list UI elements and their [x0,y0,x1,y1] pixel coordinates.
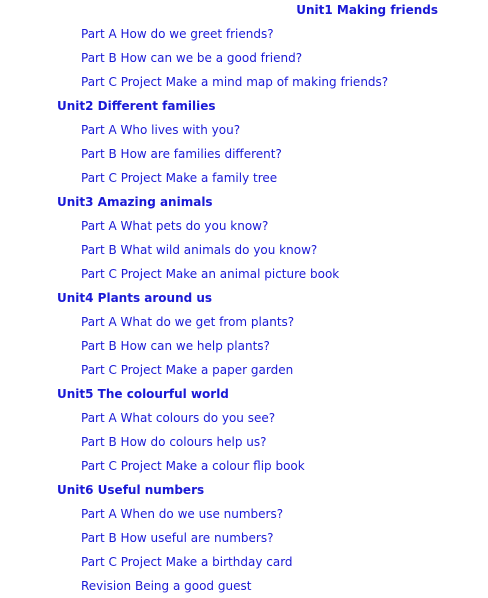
toc-unit-3[interactable]: Unit3 Amazing animals [57,195,213,209]
toc-unit-6-part-b[interactable]: Part B How useful are numbers? [81,531,274,545]
toc-unit-5-part-b[interactable]: Part B How do colours help us? [81,435,267,449]
toc-unit-5-part-a[interactable]: Part A What colours do you see? [81,411,276,425]
toc-unit-1-part-c[interactable]: Part C Project Make a mind map of making friends? [81,75,389,89]
toc-unit-3-part-b[interactable]: Part B What wild animals do you know? [81,243,318,257]
toc-unit-5[interactable]: Unit5 The colourful world [57,387,229,401]
toc-unit-2-part-b[interactable]: Part B How are families different? [81,147,282,161]
toc-revision[interactable]: Revision Being a good guest [81,579,252,593]
toc-unit-2-part-a[interactable]: Part A Who lives with you? [81,123,241,137]
toc-unit-6-part-a[interactable]: Part A When do we use numbers? [81,507,284,521]
toc-unit-3-part-a[interactable]: Part A What pets do you know? [81,219,269,233]
toc-unit-4-part-a[interactable]: Part A What do we get from plants? [81,315,295,329]
toc-unit-6-part-c[interactable]: Part C Project Make a birthday card [81,555,293,569]
toc-unit-6[interactable]: Unit6 Useful numbers [57,483,205,497]
toc-unit-4[interactable]: Unit4 Plants around us [57,291,213,305]
toc-unit-3-part-c[interactable]: Part C Project Make an animal picture book [81,267,340,281]
toc-unit-4-part-c[interactable]: Part C Project Make a paper garden [81,363,294,377]
toc-unit-2[interactable]: Unit2 Different families [57,99,216,113]
toc-unit-1-part-a[interactable]: Part A How do we greet friends? [81,27,274,41]
toc-unit-1[interactable]: Unit1 Making friends [296,3,438,17]
toc-unit-4-part-b[interactable]: Part B How can we help plants? [81,339,270,353]
toc-unit-2-part-c[interactable]: Part C Project Make a family tree [81,171,278,185]
toc-unit-5-part-c[interactable]: Part C Project Make a colour flip book [81,459,305,473]
toc-unit-1-part-b[interactable]: Part B How can we be a good friend? [81,51,303,65]
